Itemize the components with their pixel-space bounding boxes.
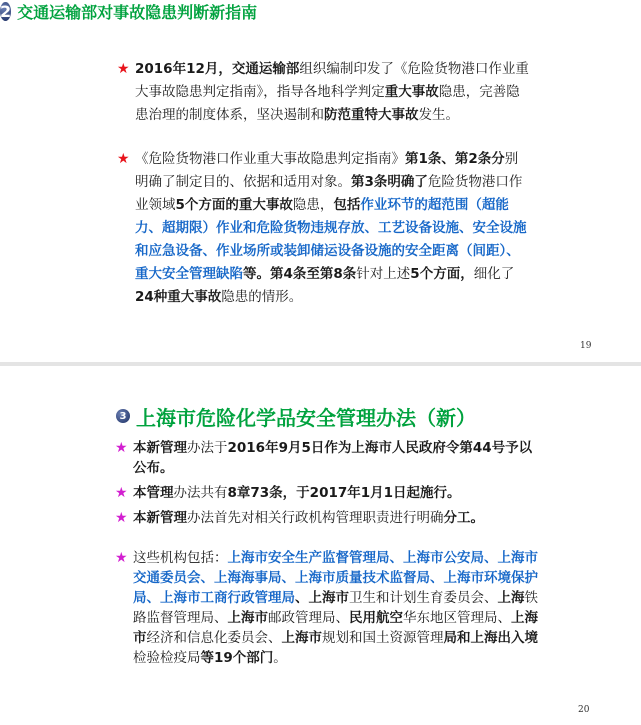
text-run: 上海市安全生产监督管理局、上海市公安局、上海市交通委员会、上海海事局、上海市质量技术监督局、上海市环境保护局、上海市工商行政管理局 <box>133 550 538 606</box>
text-run: 办法首先对相关行政机构管理职责进行明确 <box>187 510 444 526</box>
red-star-bullet-icon: ★ <box>117 151 130 167</box>
text-run: 邮政管理局、 <box>268 610 349 626</box>
text-run: 24种重大事故 <box>135 289 222 305</box>
text-run: 等19个部门 <box>200 650 274 666</box>
text-run: 隐患，完善隐患治理的制度体系，坚决遏制和 <box>135 84 520 123</box>
slide2-heading <box>116 398 476 434</box>
text-run: 包括 <box>333 197 361 213</box>
text-run: 《危险货物港口作业重大事故隐患判定指南》 <box>135 151 405 167</box>
magenta-star-bullet-icon: ★ <box>115 485 128 501</box>
text-run: 隐患， <box>292 197 334 213</box>
text-run: 本新管理 <box>133 510 187 526</box>
text-run: 第1条、第2条分 <box>405 151 505 167</box>
page-number: 20 <box>578 705 590 715</box>
slide1-heading <box>0 0 257 23</box>
number-badge-icon: 2 <box>0 2 12 21</box>
text-run: 8章73条，于2017年1月1日起施行。 <box>227 485 461 501</box>
text-run: 2016年12月，交通运输部 <box>135 61 300 77</box>
text-run: 上海市 <box>133 610 538 646</box>
text-run: 这些机构包括： <box>133 550 228 566</box>
text-run: 细化了 <box>473 266 515 282</box>
text-run: 防范重特大事故 <box>324 107 419 123</box>
text-run: 组织编制印发了《危险货物港口作业重大事故隐患判定指南》，指导各地科学判定 <box>135 61 529 100</box>
text-run: 发生。 <box>418 107 459 123</box>
slide2-title: 上海市危险化学品安全管理办法（新） <box>136 405 476 430</box>
text-run: 第3条明确了 <box>351 174 428 190</box>
text-run: 别明确了制定目的、依据和适用对象。 <box>135 151 519 190</box>
text-run: 本管理 <box>133 485 174 501</box>
text-run: 重大事故 <box>384 84 439 100</box>
slide1-title: 交通运输部对事故隐患判断新指南 <box>17 3 258 22</box>
text-run: 2016年9月5日作为上海市人民政府令第44号予以公布。 <box>133 440 533 476</box>
text-run: 针对上述 <box>356 266 411 282</box>
text-run: 隐患的情形。 <box>221 289 303 305</box>
slide2-paragraph-4 <box>115 548 538 668</box>
text-run: 作业环节的超范围（超能力、超期限）作业和危险货物违规存放、工艺设备设施、安全设施和应急设备、作业场所或装卸储运设备设施的安全距离（间距）、重大安全管理缺陷 <box>135 197 527 282</box>
slide2-paragraph-2 <box>115 483 538 503</box>
text-run: 华东地区管理局、 <box>403 610 511 626</box>
magenta-star-bullet-icon: ★ <box>115 510 128 526</box>
text-run: 经济和信息化委员会、 <box>146 630 282 646</box>
slide2-paragraph-3 <box>115 508 538 528</box>
text-run: 危险货物港口作业领域 <box>135 174 523 213</box>
slide2-paragraph-1 <box>115 438 538 478</box>
text-run: 铁路监督管理局、 <box>133 590 538 626</box>
text-run: 规划和国土资源管理 <box>322 630 444 646</box>
magenta-star-bullet-icon: ★ <box>115 440 128 456</box>
text-run: 办法于 <box>187 440 228 456</box>
text-run: 本新管理 <box>133 440 187 456</box>
magenta-star-bullet-icon: ★ <box>115 550 128 566</box>
text-run: 检验检疫局 <box>133 650 201 666</box>
text-run: 5个方面， <box>410 266 474 282</box>
text-run: 上海市 <box>281 630 322 646</box>
text-run: 、上海市 <box>295 590 349 606</box>
text-run: 等。第4条至第8条 <box>243 266 357 282</box>
text-run: 局和上海出入境 <box>443 630 538 646</box>
red-star-bullet-icon: ★ <box>117 61 130 77</box>
text-run: 办法共有 <box>173 485 228 501</box>
text-run: 。 <box>273 650 287 666</box>
page-number: 19 <box>580 341 592 351</box>
text-run: 上海市 <box>227 610 268 626</box>
text-run: 5个方面的重大事故 <box>175 197 293 213</box>
number-badge-icon: 3 <box>116 409 130 423</box>
slide1-paragraph-2 <box>117 148 530 309</box>
text-run: 卫生和计划生育委员会、 <box>349 590 498 606</box>
text-run: 分工。 <box>443 510 484 526</box>
text-run: 上海 <box>497 590 525 606</box>
slide1-paragraph-1 <box>117 58 530 127</box>
text-run: 民用航空 <box>349 610 403 626</box>
